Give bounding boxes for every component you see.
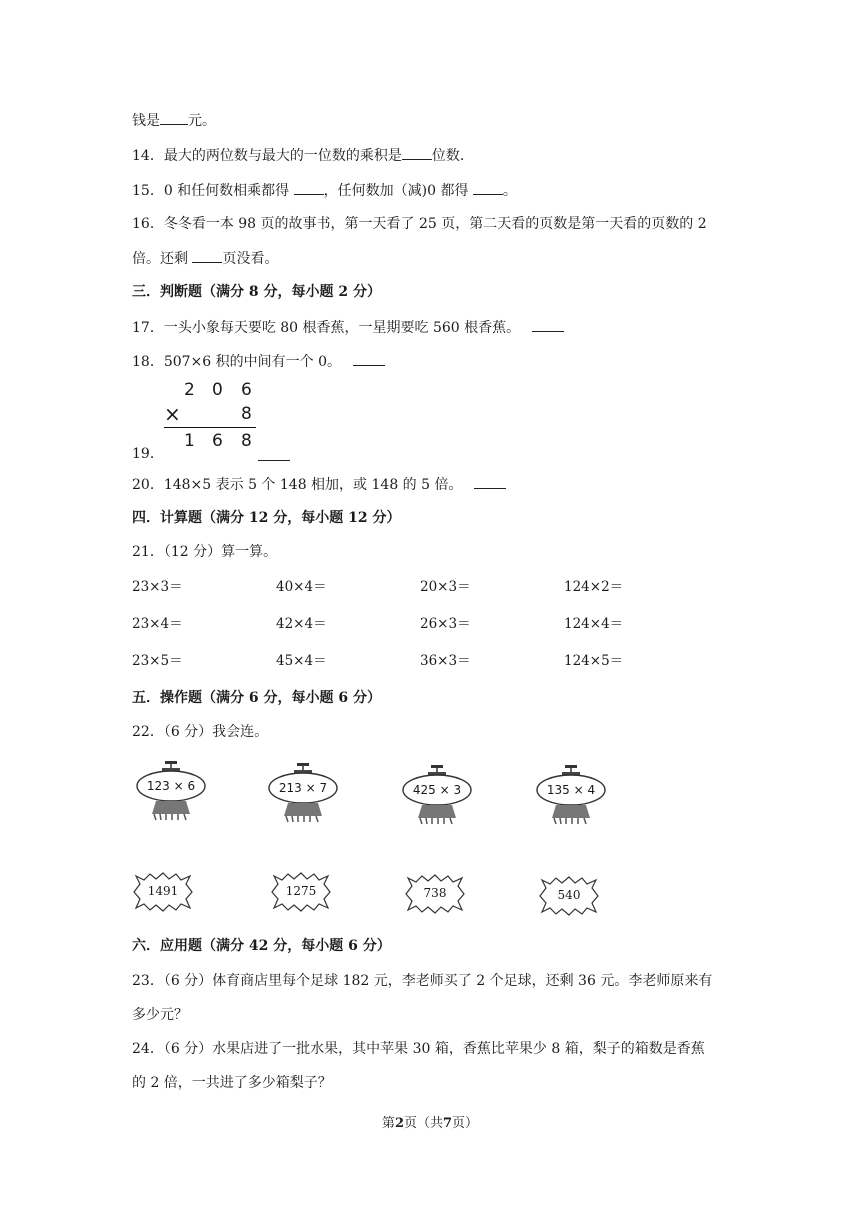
page-footer (0, 1112, 860, 1131)
question-14 (132, 145, 464, 166)
capsule-sign-icon (266, 762, 340, 828)
q13-unit: 元。 (188, 113, 216, 129)
q13-tail (132, 110, 216, 131)
question-19 (132, 444, 164, 464)
footer-mid: 页（共 (403, 1116, 443, 1131)
sign-expression: 213 × 7 (278, 781, 328, 795)
expression-sign[interactable] (534, 764, 608, 830)
sign-expression: 123 × 6 (146, 779, 196, 793)
answer-blank[interactable] (532, 317, 564, 332)
footer-total: 7 (443, 1116, 453, 1131)
section-heading-4: 四．计算题（满分 12 分，每小题 12 分） (132, 510, 401, 526)
digit: 0 (212, 380, 223, 400)
calc-item: 36×3＝ (420, 653, 471, 669)
calc-item: 124×4＝ (564, 616, 624, 632)
answer-blank[interactable] (402, 145, 432, 160)
answer-burst[interactable] (270, 872, 332, 912)
sign-expression: 135 × 4 (546, 783, 596, 797)
burst-value: 540 (557, 888, 581, 902)
calc-item: 124×5＝ (564, 653, 624, 669)
calc-item: 45×4＝ (276, 653, 327, 669)
digit: 6 (212, 431, 223, 451)
q13-tail-text: 钱是 (132, 113, 160, 129)
calc-item: 23×3＝ (132, 579, 183, 595)
multiply-sign: × (164, 402, 181, 426)
calc-item: 20×3＝ (420, 579, 471, 595)
question-18 (132, 351, 385, 372)
question-23-line-1: 23．（6 分）体育商店里每个足球 182 元，李老师买了 2 个足球，还剩 36 元。李老师原来有 (132, 973, 713, 989)
section-heading-5: 五．操作题（满分 6 分，每小题 6 分） (132, 690, 381, 706)
q18-text: 18．507×6 积的中间有一个 0。 (132, 354, 341, 370)
burst-value: 1491 (147, 884, 179, 898)
footer-page: 2 (394, 1116, 404, 1131)
calc-item: 23×5＝ (132, 653, 183, 669)
question-16-line-1: 16．冬冬看一本 98 页的故事书，第一天看了 25 页，第二天看的页数是第一天看的页数的 2 (132, 216, 707, 232)
answer-blank[interactable] (473, 180, 503, 195)
calc-item: 124×2＝ (564, 579, 624, 595)
digit: 1 (184, 431, 195, 451)
question-24-line-2: 的 2 倍，一共进了多少箱梨子？ (132, 1075, 332, 1091)
calc-item: 42×4＝ (276, 616, 327, 632)
digit: 2 (184, 380, 195, 400)
q16-text-b: 页没看。 (222, 251, 279, 267)
question-22: 22．（6 分）我会连。 (132, 724, 269, 740)
expression-sign[interactable] (266, 762, 340, 828)
sign-expression: 425 × 3 (412, 783, 462, 797)
section-heading-6: 六．应用题（满分 42 分，每小题 6 分） (132, 938, 391, 954)
answer-blank[interactable] (294, 180, 324, 195)
answer-blank[interactable] (160, 110, 188, 125)
digit: 6 (241, 380, 252, 400)
burst-value: 1275 (285, 884, 317, 898)
calc-item: 23×4＝ (132, 616, 183, 632)
section-heading-3: 三．判断题（满分 8 分，每小题 2 分） (132, 284, 381, 300)
question-17 (132, 317, 564, 338)
q15-text-b: ，任何数加（减)0 都得 (323, 183, 473, 199)
q19-number: 19． (132, 446, 164, 462)
capsule-sign-icon (134, 760, 208, 826)
digit: 8 (241, 404, 252, 424)
question-16-line-2 (132, 248, 278, 269)
calc-item: 40×4＝ (276, 579, 327, 595)
q16-text-a: 倍。还剩 (132, 251, 193, 267)
q15-text-c: 。 (502, 183, 517, 199)
answer-blank[interactable] (258, 446, 290, 461)
expression-sign[interactable] (134, 760, 208, 826)
question-23-line-2: 多少元？ (132, 1007, 188, 1023)
answer-burst[interactable] (132, 872, 194, 912)
burst-value: 738 (423, 886, 447, 900)
question-24-line-1: 24．（6 分）水果店进了一批水果，其中苹果 30 箱，香蕉比苹果少 8 箱，梨子的箱数是香蕉 (132, 1041, 705, 1057)
q14-tail: 位数. (431, 148, 465, 164)
answer-blank[interactable] (192, 248, 222, 263)
calc-item: 26×3＝ (420, 616, 471, 632)
capsule-sign-icon (534, 764, 608, 830)
answer-blank[interactable] (353, 351, 385, 366)
footer-post: 页） (452, 1116, 479, 1131)
q15-text-a: 15．0 和任何数相乘都得 (132, 183, 294, 199)
q20-text: 20．148×5 表示 5 个 148 相加，或 148 的 5 倍。 (132, 477, 463, 493)
answer-burst[interactable] (538, 876, 600, 916)
q17-text: 17．一头小象每天要吃 80 根香蕉，一星期要吃 560 根香蕉。 (132, 320, 521, 336)
q14-text: 14．最大的两位数与最大的一位数的乘积是 (132, 148, 402, 164)
expression-sign[interactable] (400, 764, 474, 830)
answer-blank[interactable] (474, 474, 506, 489)
digit: 8 (241, 431, 252, 451)
answer-burst[interactable] (404, 874, 466, 914)
question-15 (132, 180, 517, 201)
vertical-multiplication (164, 380, 264, 451)
sum-line (164, 427, 256, 428)
capsule-sign-icon (400, 764, 474, 830)
question-20 (132, 474, 506, 495)
footer-pre: 第 (381, 1116, 395, 1131)
question-21: 21．（12 分）算一算。 (132, 544, 278, 560)
